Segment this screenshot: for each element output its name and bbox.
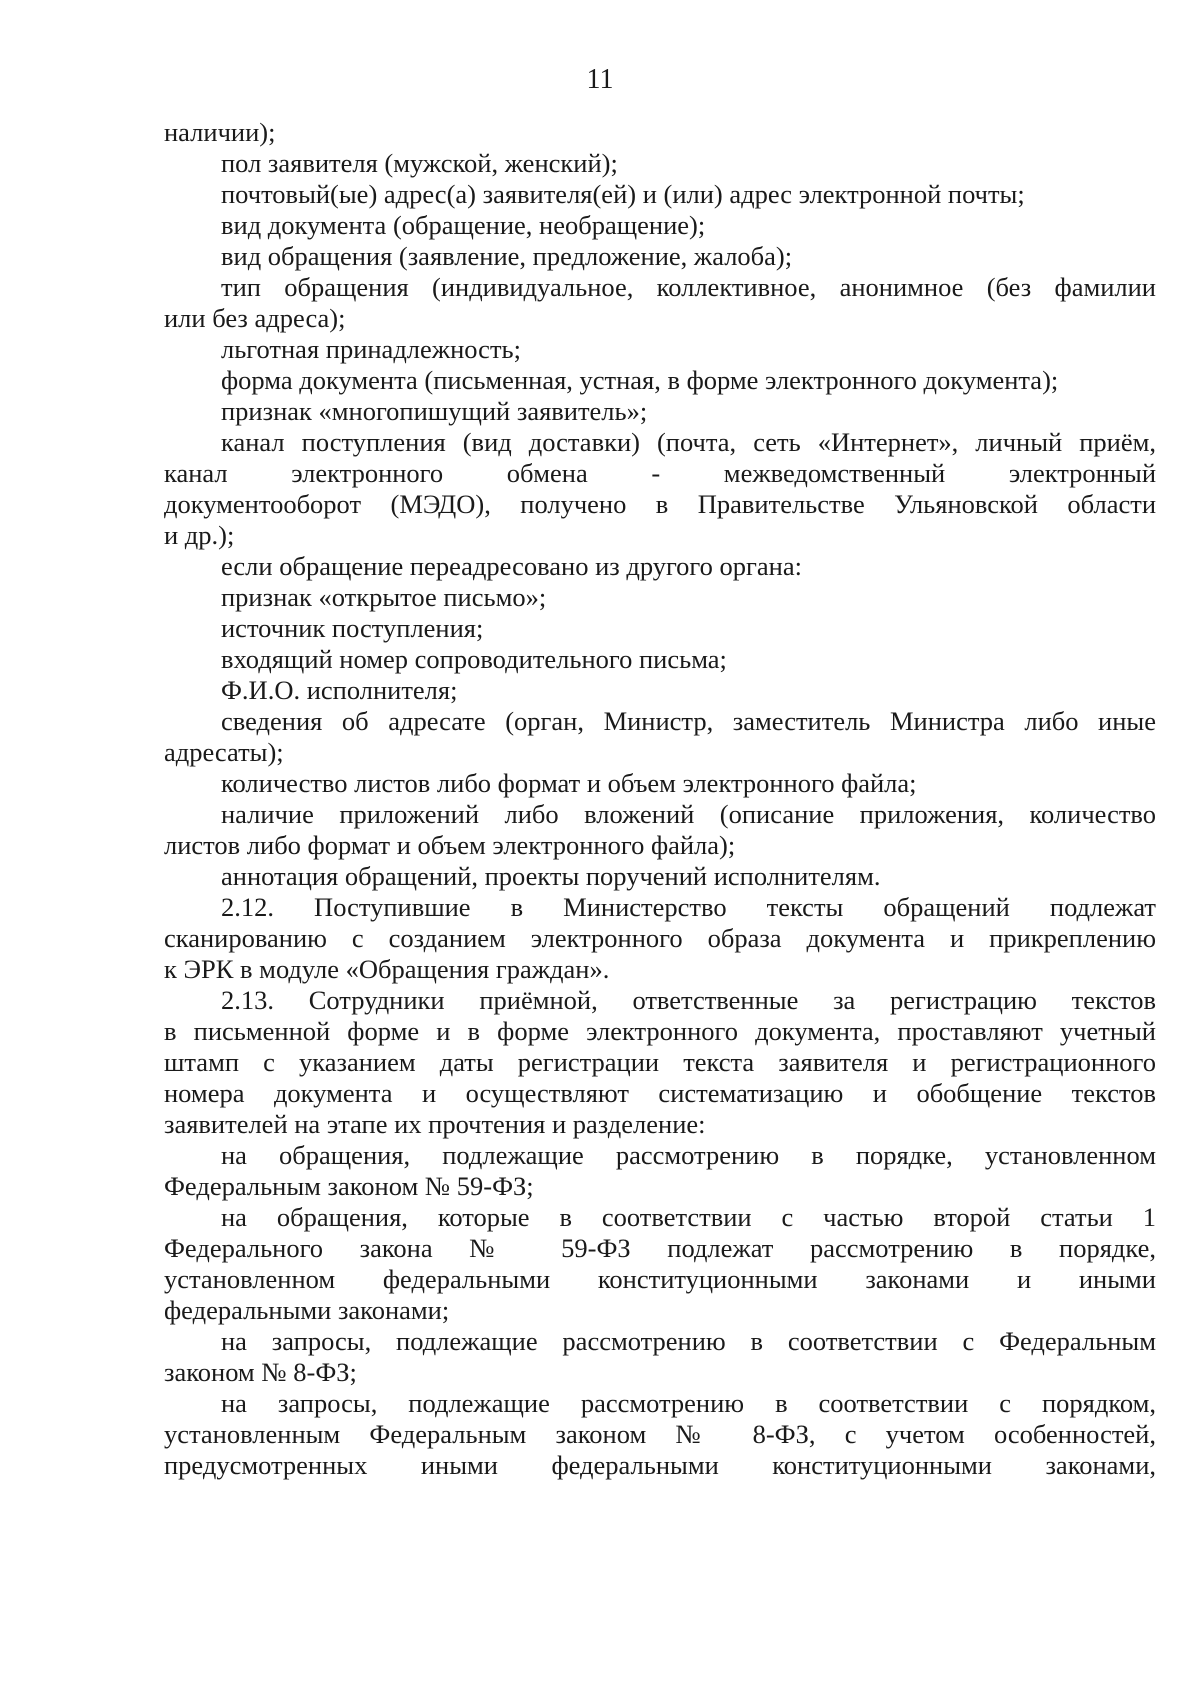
text-line: законом № 8-ФЗ; bbox=[164, 1357, 357, 1387]
text-line: на запросы, подлежащие рассмотрению в соответствии с Федеральным bbox=[221, 1326, 1156, 1356]
text-line: количество листов либо формат и объем электронного файла; bbox=[221, 768, 917, 798]
text-line: к ЭРК в модуле «Обращения граждан». bbox=[164, 954, 610, 984]
text-line: 2.12. Поступившие в Министерство тексты обращений подлежат bbox=[221, 892, 1156, 922]
text-line: федеральными законами; bbox=[164, 1295, 450, 1325]
text-line: аннотация обращений, проекты поручений исполнителям. bbox=[221, 861, 881, 891]
text-line: Федерального закона № 59-ФЗ подлежат рассмотрению в порядке, bbox=[164, 1233, 1156, 1263]
text-line: вид обращения (заявление, предложение, жалоба); bbox=[221, 241, 793, 271]
text-line: на обращения, которые в соответствии с частью второй статьи 1 bbox=[221, 1202, 1156, 1232]
document-body bbox=[164, 117, 1156, 1481]
text-line: почтовый(ые) адрес(а) заявителя(ей) и (или) адрес электронной почты; bbox=[221, 179, 1025, 209]
page-number: 11 bbox=[586, 64, 614, 95]
text-line: канал поступления (вид доставки) (почта, сеть «Интернет», личный приём, bbox=[221, 427, 1156, 457]
text-line: установленным Федеральным законом № 8-ФЗ, с учетом особенностей, bbox=[164, 1419, 1156, 1449]
text-line: Федеральным законом № 59-ФЗ; bbox=[164, 1171, 534, 1201]
text-line: льготная принадлежность; bbox=[221, 334, 521, 364]
text-line: 2.13. Сотрудники приёмной, ответственные за регистрацию текстов bbox=[221, 985, 1156, 1015]
text-line: наличии); bbox=[164, 117, 276, 147]
text-line: установленном федеральными конституционными законами и иными bbox=[164, 1264, 1156, 1294]
text-line: канал электронного обмена - межведомственный электронный bbox=[164, 458, 1156, 488]
text-line: предусмотренных иными федеральными конституционными законами, bbox=[164, 1450, 1156, 1480]
text-line: входящий номер сопроводительного письма; bbox=[221, 644, 727, 674]
text-line: в письменной форме и в форме электронного документа, проставляют учетный bbox=[164, 1016, 1156, 1046]
text-line: или без адреса); bbox=[164, 303, 346, 333]
text-line: источник поступления; bbox=[221, 613, 484, 643]
text-line: листов либо формат и объем электронного файла); bbox=[164, 830, 736, 860]
text-line: на запросы, подлежащие рассмотрению в соответствии с порядком, bbox=[221, 1388, 1156, 1418]
text-line: наличие приложений либо вложений (описание приложения, количество bbox=[221, 799, 1156, 829]
text-line: если обращение переадресовано из другого органа: bbox=[221, 551, 802, 581]
text-line: сведения об адресате (орган, Министр, заместитель Министра либо иные bbox=[221, 706, 1156, 736]
text-line: номера документа и осуществляют систематизацию и обобщение текстов bbox=[164, 1078, 1156, 1108]
text-line: заявителей на этапе их прочтения и разделение: bbox=[164, 1109, 706, 1139]
text-line: на обращения, подлежащие рассмотрению в порядке, установленном bbox=[221, 1140, 1156, 1170]
text-line: Ф.И.О. исполнителя; bbox=[221, 675, 458, 705]
text-line: штамп с указанием даты регистрации текста заявителя и регистрационного bbox=[164, 1047, 1156, 1077]
text-line: и др.); bbox=[164, 520, 235, 550]
text-line: пол заявителя (мужской, женский); bbox=[221, 148, 618, 178]
text-line: тип обращения (индивидуальное, коллективное, анонимное (без фамилии bbox=[221, 272, 1156, 302]
text-line: форма документа (письменная, устная, в форме электронного документа); bbox=[221, 365, 1059, 395]
text-line: адресаты); bbox=[164, 737, 284, 767]
text-line: документооборот (МЭДО), получено в Правительстве Ульяновской области bbox=[164, 489, 1156, 519]
text-line: признак «многопишущий заявитель»; bbox=[221, 396, 648, 426]
text-line: признак «открытое письмо»; bbox=[221, 582, 547, 612]
text-line: вид документа (обращение, необращение); bbox=[221, 210, 706, 240]
text-line: сканированию с созданием электронного образа документа и прикреплению bbox=[164, 923, 1156, 953]
